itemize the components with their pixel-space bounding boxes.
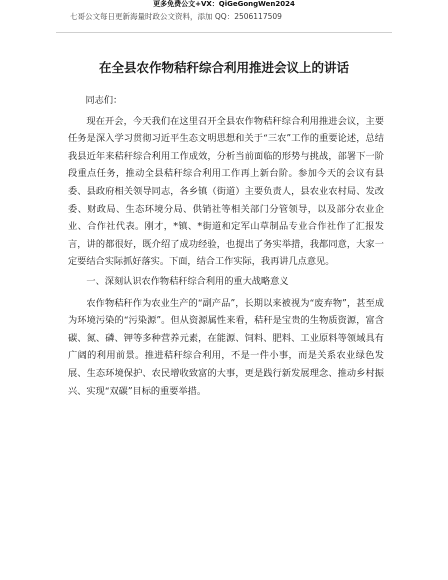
header-note: 七哥公文每日更新海量时政公文资料，添加 QQ：2506117509: [70, 12, 282, 21]
document-body: [68, 92, 384, 400]
paragraph-section-1: 农作物秸秆作为农业生产的“副产品”，长期以来被视为“废弃物”，甚至成为环境污染的“污染源”。但从资源属性来看，秸秆是宝贵的生物质资源，富含碳、氮、磷、钾等多种营养元素，在能源、饲料、肥料、工业原料等领域具有广阔的利用前景。推进秸秆综合利用，不是一件小事，而是关系农业绿色发展、生态环境保护、农民增收致富的大事，更是践行新发展理念、推动乡村振兴、实现“双碳”目标的重要举措。: [68, 297, 384, 397]
document-title: 在全县农作物秸秆综合利用推进会议上的讲话: [98, 60, 349, 75]
top-banner: 更多免费公文+VX：QiGeGongWen2024: [153, 0, 295, 8]
header-divider: [56, 32, 392, 33]
salutation: 同志们：: [85, 95, 123, 106]
paragraph-opening: 现在开会，今天我们在这里召开全县农作物秸秆综合利用推进会议，主要任务是深入学习贯彻习近平生态文明思想和关于“三农”工作的重要论述，总结我县近年来秸秆综合利用工作成效，分析当前面临的形势与挑战，部署下一阶段重点任务，推动全县秸秆综合利用工作再上新台阶。参加今天的会议有县委、县政府相关领导同志，各乡镇（街道）主要负责人，县农业农村局、发改委、财政局、生态环境分局、供销社等相关部门分管领导，以及部分农业企业、合作社代表。刚才，*镇、*街道和定军山草制品专业合作社作了汇报发言，讲的都很好，既介绍了成功经验，也提出了务实举措，我都同意，大家一定要结合实际抓好落实。下面，结合工作实际，我再讲几点意见。: [68, 115, 384, 268]
section-heading-1: 一、深刻认识农作物秸秆综合利用的重大战略意义: [86, 275, 289, 287]
